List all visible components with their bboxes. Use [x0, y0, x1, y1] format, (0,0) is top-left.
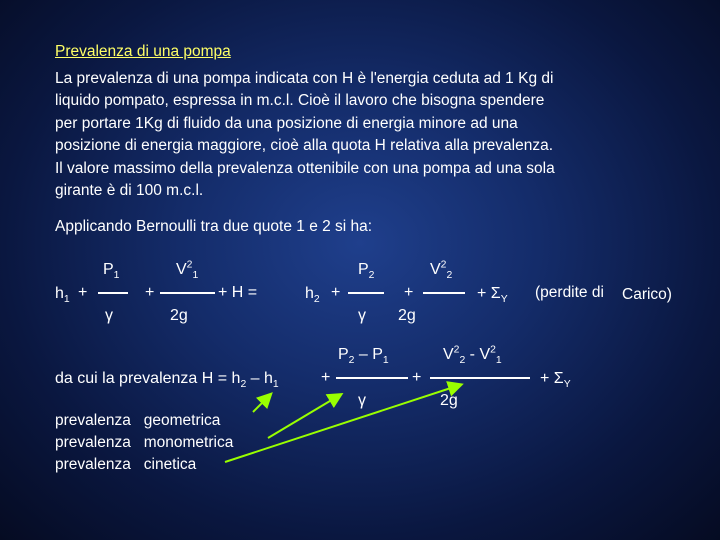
paragraph-line: La prevalenza di una pompa indicata con H è l'energia ceduta ad 1 Kg di [55, 70, 554, 87]
arrow-monometrica [268, 395, 340, 438]
list-item: prevalenza cinetica [55, 456, 197, 473]
eq1-h1: $h_1$ [55, 285, 70, 306]
paragraph-line: girante è di 100 m.c.l. [55, 182, 204, 200]
eq1-h2: $h_2$ [305, 285, 320, 306]
paragraph-line: posizione di energia maggiore, cioè alla quota H relativa alla prevalenza. [55, 137, 554, 155]
eq1-gamma: γ [358, 307, 366, 324]
eq1-plus: + [331, 284, 341, 301]
paragraph-line: Il valore massimo della prevalenza ottenibile con una pompa ad una sola [55, 159, 555, 177]
bernoulli-intro: Applicando Bernoulli tra due quote 1 e 2 si ha: [55, 218, 373, 235]
eq1-v1: $V^2_1$ [176, 259, 199, 282]
eq1-losses: (perdite di [535, 284, 604, 301]
eq1-p2: $P_2$ [358, 261, 375, 282]
paragraph-line: per portare 1Kg di fluido da una posizione di energia minore ad una [55, 114, 518, 132]
page-title: Prevalenza di una pompa [55, 43, 231, 60]
list-item: prevalenza monometrica [55, 434, 234, 451]
eq1-2g: 2g [170, 307, 188, 324]
eq2-plus: + [321, 369, 331, 386]
eq1-gamma: γ [105, 307, 113, 324]
eq1-plus: + [404, 284, 414, 301]
eq2-plus: + [412, 369, 422, 386]
eq2-prefix: da cui la prevalenza $H = h_2 - h_1$ [55, 370, 279, 391]
eq1-plus: + [145, 284, 155, 301]
eq2-pressure-diff: $P_2 - P_1$ [338, 346, 389, 367]
arrow-geometrica [253, 395, 270, 412]
arrow-cinetica [225, 385, 460, 462]
eq2-velocity-diff: $V^2_2 - V^2_1$ [443, 344, 502, 367]
eq2-gamma: γ [358, 392, 366, 409]
eq1-plus: + [78, 284, 88, 301]
eq1-plus-h-equals: + H = [218, 284, 258, 301]
list-item: prevalenza geometrica [55, 412, 221, 429]
eq2-sigma: + $\Sigma_Y$ [540, 370, 571, 391]
eq1-v2: $V^2_2$ [430, 259, 453, 282]
eq1-2g: 2g [398, 307, 416, 324]
eq2-2g: 2g [440, 392, 458, 409]
paragraph-line: liquido pompato, espressa in m.c.l. Cioè il lavoro che bisogna spendere [55, 92, 545, 110]
eq1-p1: $P_1$ [103, 261, 120, 282]
eq1-losses-cont: Carico) [622, 286, 672, 303]
eq1-sigma: + $\Sigma_Y$ [477, 285, 508, 306]
